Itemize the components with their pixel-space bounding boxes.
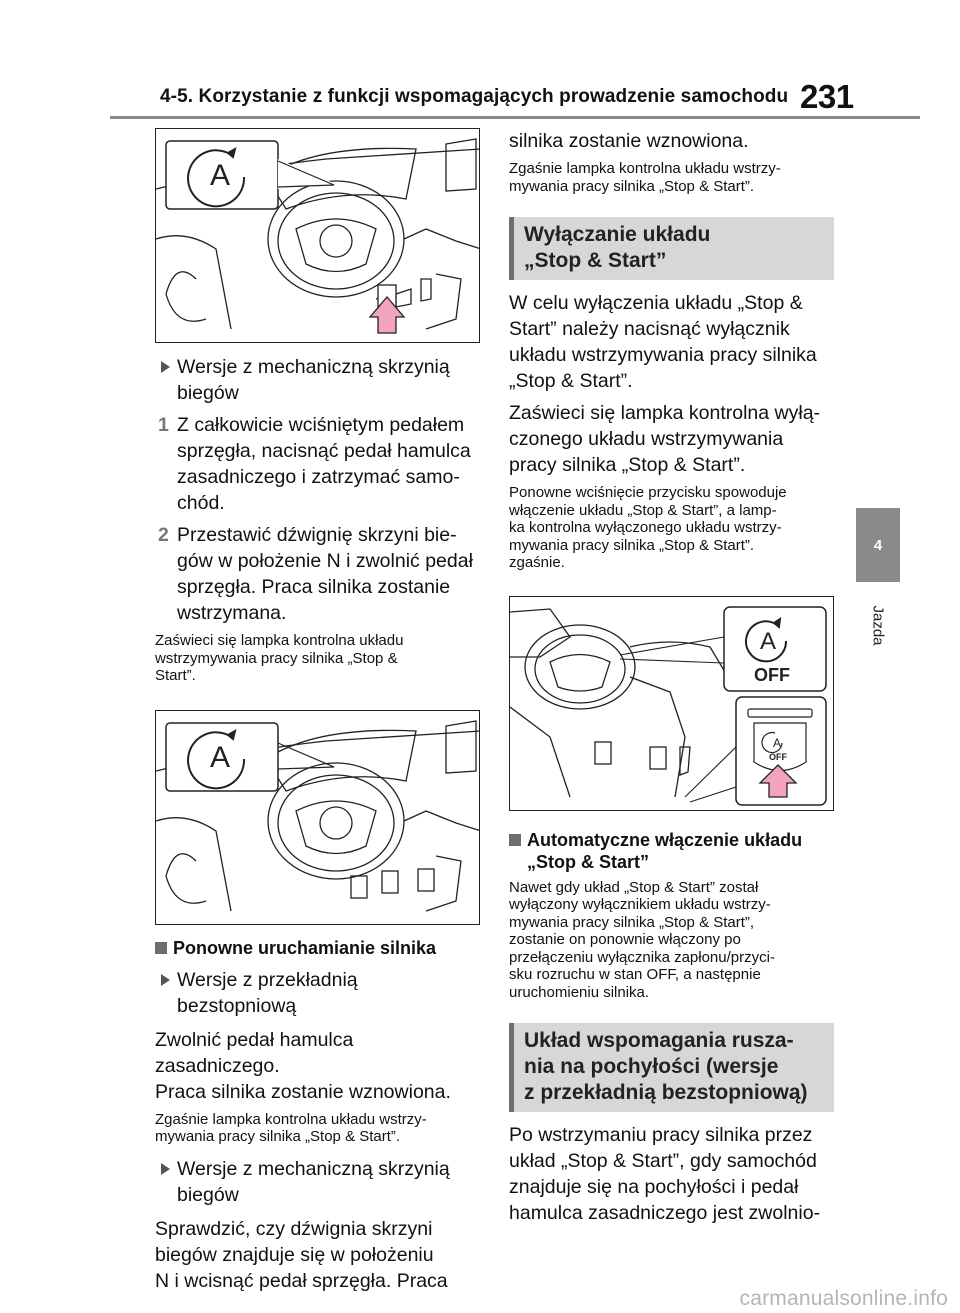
section-hill-start-assist: Układ wspomagania rusza- nia na pochyłości (wersje z przekładnią bezstopniową)	[509, 1023, 834, 1112]
step-2-number: 2	[158, 524, 169, 546]
figure3-label-a: A	[759, 627, 777, 655]
figure-dashboard-clutch	[155, 710, 480, 925]
manual-gearbox-heading-2: Wersje z mechaniczną skrzynią biegów	[155, 1156, 480, 1208]
manual-restart-text: Sprawdzić, czy dźwignia skrzyni biegów znajduje się w położeniu N i wcisnąć pedał sprzęgła. Praca	[155, 1217, 448, 1292]
figure-off-switch	[509, 596, 834, 811]
step-2: 2 Przestawić dźwignię skrzyni bie- gów w położenie N i zwolnić pedał sprzęgła. Praca silnika zostanie wstrzymana.	[158, 524, 473, 624]
right-column	[509, 128, 834, 1226]
header-title: 4-5. Korzystanie z funkcji wspomagających prowadzenie samochodu	[160, 86, 789, 107]
cvt-heading: Wersje z przekładnią bezstopniową	[155, 967, 480, 1019]
disable-indicator-text: Zaświeci się lampka kontrolna wyłą- czonego układu wstrzymywania pracy silnika „Stop & Start”.	[509, 402, 821, 476]
chapter-tab-label	[856, 582, 900, 668]
figure3-label-off-small: OFF	[769, 751, 787, 762]
figure3-label-a-small: A	[772, 735, 782, 750]
figure1-label: A	[209, 159, 231, 192]
hill-start-text: Po wstrzymaniu pracy silnika przez układ „Stop & Start”, gdy samochód znajduje się na pochyłości i pedał hamulca zasadniczego jest zwolnio-	[509, 1124, 821, 1224]
figure2-label: A	[209, 740, 231, 774]
left-column	[155, 128, 480, 1294]
note-auto-enable: Nawet gdy układ „Stop & Start” został wyłączony wyłącznikiem układu wstrzy- mywania pracy silnika „Stop & Start”, zostanie on ponownie włączony po przełączeniu wyłącznika zapłonu/przyci- sku rozruchu w stan OFF, a następnie uruchomieniu silnika.	[509, 878, 775, 1001]
manual-gearbox-heading: Wersje z mechaniczną skrzynią biegów	[155, 354, 480, 406]
page-header	[160, 78, 860, 115]
step-1-number: 1	[158, 414, 169, 436]
figure3-label-off: OFF	[754, 664, 790, 685]
figure-dashboard-brake-pedal	[155, 128, 480, 343]
note-indicator-on: Zaświeci się lampka kontrolna układu wstrzymywania pracy silnika „Stop & Start”.	[155, 632, 404, 684]
page-number: 231	[800, 78, 854, 115]
header-divider	[110, 116, 920, 119]
bullet-triangle-icon	[161, 1163, 170, 1175]
note-reenable: Ponowne wciśnięcie przycisku spowoduje włączenie układu „Stop & Start”, a lamp- ka kontrolna wyłączonego układu wstrzy- mywania pracy silnika „Stop & Start”. zgaśnie.	[509, 484, 787, 571]
bullet-triangle-icon	[161, 361, 170, 373]
cvt-text: Zwolnić pedał hamulca zasadniczego. Praca silnika zostanie wznowiona.	[155, 1028, 451, 1103]
section-disable-stop-start: Wyłączanie układu „Stop & Start”	[509, 217, 834, 280]
off-switch-illustration	[510, 597, 834, 811]
chapter-tab-number: 4	[856, 508, 900, 582]
square-bullet-icon	[509, 834, 521, 846]
dashboard-illustration-2	[156, 711, 480, 925]
subhead-auto-enable: Automatyczne włączenie układu „Stop & Start”	[509, 829, 834, 873]
note-indicator-off-2: Zgaśnie lampka kontrolna układu wstrzy- mywania pracy silnika „Stop & Start”.	[509, 160, 781, 195]
watermark: carmanualsonline.info	[739, 1287, 948, 1310]
subhead-restart: Ponowne uruchamianie silnika	[155, 937, 480, 959]
dashboard-illustration	[156, 129, 480, 343]
bullet-triangle-icon	[161, 974, 170, 986]
chapter-tab-text: Jazda	[869, 604, 887, 646]
note-indicator-off: Zgaśnie lampka kontrolna układu wstrzy- mywania pracy silnika „Stop & Start”.	[155, 1110, 427, 1145]
square-bullet-icon	[155, 942, 167, 954]
press-arrow-icon	[370, 297, 404, 333]
step-1: 1 Z całkowicie wciśniętym pedałem sprzęgła, nacisnąć pedał hamulca zasadniczego i zatrzymać samo- chód.	[158, 414, 471, 514]
continued-text: silnika zostanie wznowiona.	[509, 130, 749, 152]
disable-instructions: W celu wyłączenia układu „Stop & Start” należy nacisnąć wyłącznik układu wstrzymywania pracy silnika „Stop & Start”.	[509, 292, 817, 392]
